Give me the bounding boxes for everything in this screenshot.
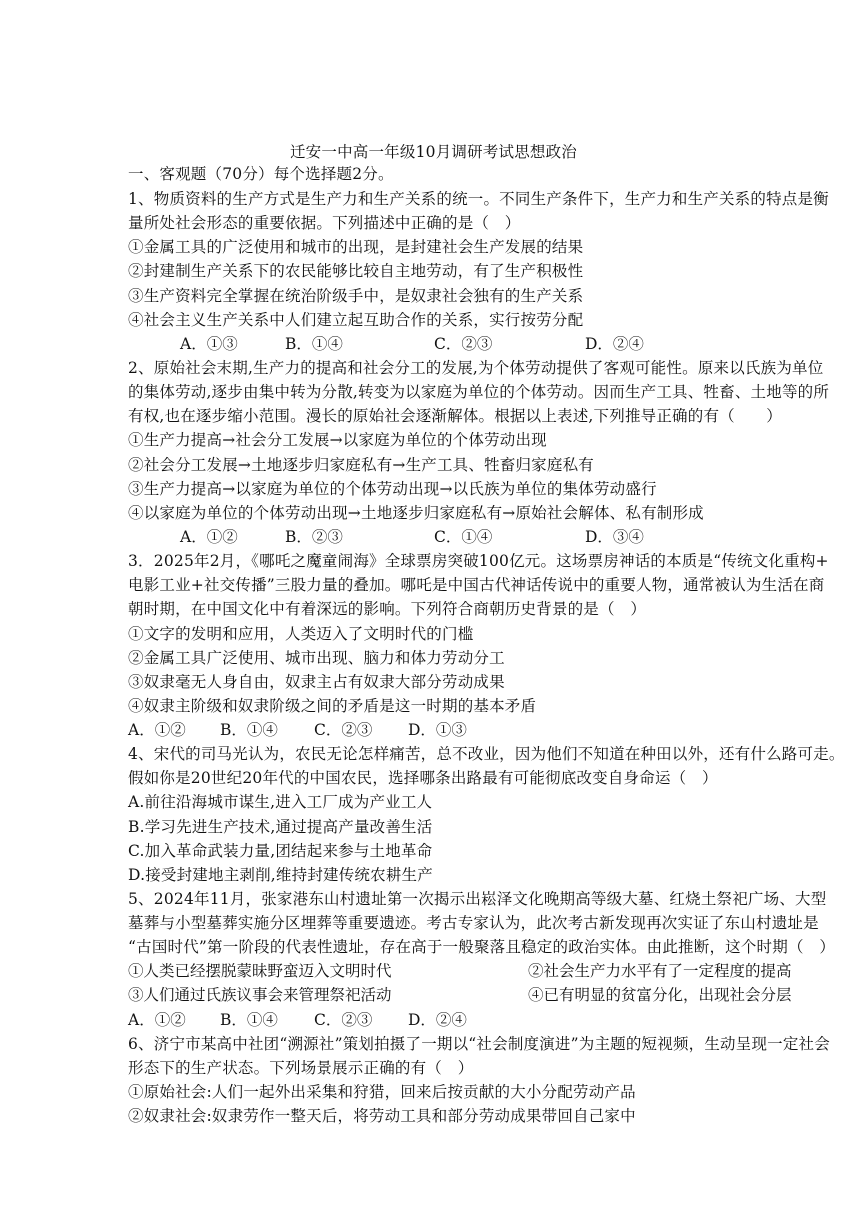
q2-option-b: B．②③ [285,528,343,546]
q3-stem-line-1: 3．2025年2月，《哪吒之魔童闹海》全球票房突破100亿元。这场票房神话的本质是“传统文化重构+ [128,552,829,570]
q1-item-4: ④社会主义生产关系中人们建立起互助合作的关系，实行按劳分配 [128,311,584,329]
q4-choice-b: B.学习先进生产技术,通过提高产量改善生活 [128,818,433,836]
q6-item-2: ②奴隶社会:奴隶劳作一整天后，将劳动工具和部分劳动成果带回自己家中 [128,1107,636,1125]
q2-option-a: A．①② [180,528,238,546]
q4-choice-a: A.前往沿海城市谋生,进入工厂成为产业工人 [128,793,433,811]
q1-option-a: A．①③ [180,335,238,353]
q1-option-d: D．②④ [585,335,644,353]
q4-stem-line-2: 假如你是20世纪20年代的中国农民，选择哪条出路最有可能彻底改变自身命运（ ） [128,769,718,787]
q2-item-3: ③生产力提高→以家庭为单位的个体劳动出现→以氏族为单位的集体劳动盛行 [128,480,657,498]
q2-stem-line-3: 有权,也在逐步缩小范围。漫长的原始社会逐渐解体。根据以上表述,下列推导正确的有（ ） [128,407,782,425]
q1-item-2: ②封建制生产关系下的农民能够比较自主地劳动，有了生产积极性 [128,262,584,280]
q5-item-2: ②社会生产力水平有了一定程度的提高 [528,962,792,980]
q6-stem-line-1: 6、济宁市某高中社团“溯源社”策划拍摄了一期以“社会制度演进”为主题的短视频，生动呈现一定社会 [128,1035,830,1053]
q3-item-1: ①文字的发明和应用，人类迈入了文明时代的门槛 [128,625,474,643]
q2-option-c: C．①④ [434,528,493,546]
q5-option-a: A．①② [128,1011,186,1029]
q2-option-d: D．③④ [585,528,644,546]
q3-option-a: A．①② [128,721,186,739]
q1-stem-line-1: 1、物质资料的生产方式是生产力和生产关系的统一。不同生产条件下，生产力和生产关系的特点是衡 [128,190,829,208]
q4-choice-c: C.加入革命武装力量,团结起来参与土地革命 [128,842,433,860]
q2-stem-line-1: 2、原始社会末期,生产力的提高和社会分工的发展,为个体劳动提供了客观可能性。原来以氏族为单位 [128,359,824,377]
q5-option-d: D．②④ [408,1011,467,1029]
q1-stem-line-2: 量所处社会形态的重要依据。下列描述中正确的是（ ） [128,214,521,232]
exam-title: 迁安一中高一年级10月调研考试思想政治 [289,143,578,161]
q2-item-4: ④以家庭为单位的个体劳动出现→土地逐步归家庭私有→原始社会解体、私有制形成 [128,504,704,522]
q1-item-1: ①金属工具的广泛使用和城市的出现，是封建社会生产发展的结果 [128,238,584,256]
q5-stem-line-2: 墓葬与小型墓葬实施分区埋葬等重要遗迹。考古专家认为，此次考古新发现再次实证了东山村遗址是 [128,914,819,932]
q3-stem-line-2: 电影工业+社交传播”三股力量的叠加。哪吒是中国古代神话传说中的重要人物，通常被认为生活在商 [128,576,825,594]
q2-item-1: ①生产力提高→社会分工发展→以家庭为单位的个体劳动出现 [128,431,547,449]
q3-item-2: ②金属工具广泛使用、城市出现、脑力和体力劳动分工 [128,649,505,667]
q2-stem-line-2: 的集体劳动,逐步由集中转为分散,转变为以家庭为单位的个体劳动。因而生产工具、牲畜、土地等的所 [128,383,830,401]
q1-item-3: ③生产资料完全掌握在统治阶级手中，是奴隶社会独有的生产关系 [128,287,584,305]
q3-option-c: C．②③ [314,721,373,739]
q2-item-2: ②社会分工发展→土地逐步归家庭私有→生产工具、牲畜归家庭私有 [128,456,594,474]
q1-option-c: C．②③ [434,335,493,353]
q3-item-3: ③奴隶毫无人身自由，奴隶主占有奴隶大部分劳动成果 [128,673,505,691]
q3-item-4: ④奴隶主阶级和奴隶阶级之间的矛盾是这一时期的基本矛盾 [128,697,537,715]
q6-stem-line-2: 形态下的生产状态。下列场景展示正确的有（ ） [128,1059,474,1077]
q4-stem-line-1: 4、宋代的司马光认为，农民无论怎样痛苦，总不改业，因为他们不知道在种田以外，还有什么路可走。 [128,745,845,763]
q5-option-b: B．①④ [220,1011,278,1029]
section-heading: 一、客观题（70分）每个选择题2分。 [128,165,394,183]
q3-stem-line-3: 朝时期，在中国文化中有着深远的影响。下列符合商朝历史背景的是（ ） [128,600,647,618]
q4-choice-d: D.接受封建地主剥削,维持封建传统农耕生产 [128,866,433,884]
q6-item-1: ①原始社会:人们一起外出采集和狩猎，回来后按贡献的大小分配劳动产品 [128,1083,636,1101]
q5-option-c: C．②③ [314,1011,373,1029]
q3-option-d: D．①③ [408,721,467,739]
q1-option-b: B．①④ [285,335,343,353]
q5-stem-line-1: 5、2024年11月，张家港东山村遗址第一次揭示出崧泽文化晚期高等级大墓、红烧土祭祀广场、大型 [128,890,827,908]
q3-option-b: B．①④ [220,721,278,739]
q5-item-4: ④已有明显的贫富分化，出现社会分层 [528,986,792,1004]
q5-item-1: ①人类已经摆脱蒙昧野蛮迈入文明时代 [128,962,392,980]
q5-stem-line-3: “古国时代”第一阶段的代表性遗址，存在高于一般聚落且稳定的政治实体。由此推断，这个时期（ ） [128,938,836,956]
q5-item-3: ③人们通过氏族议事会来管理祭祀活动 [128,986,392,1004]
